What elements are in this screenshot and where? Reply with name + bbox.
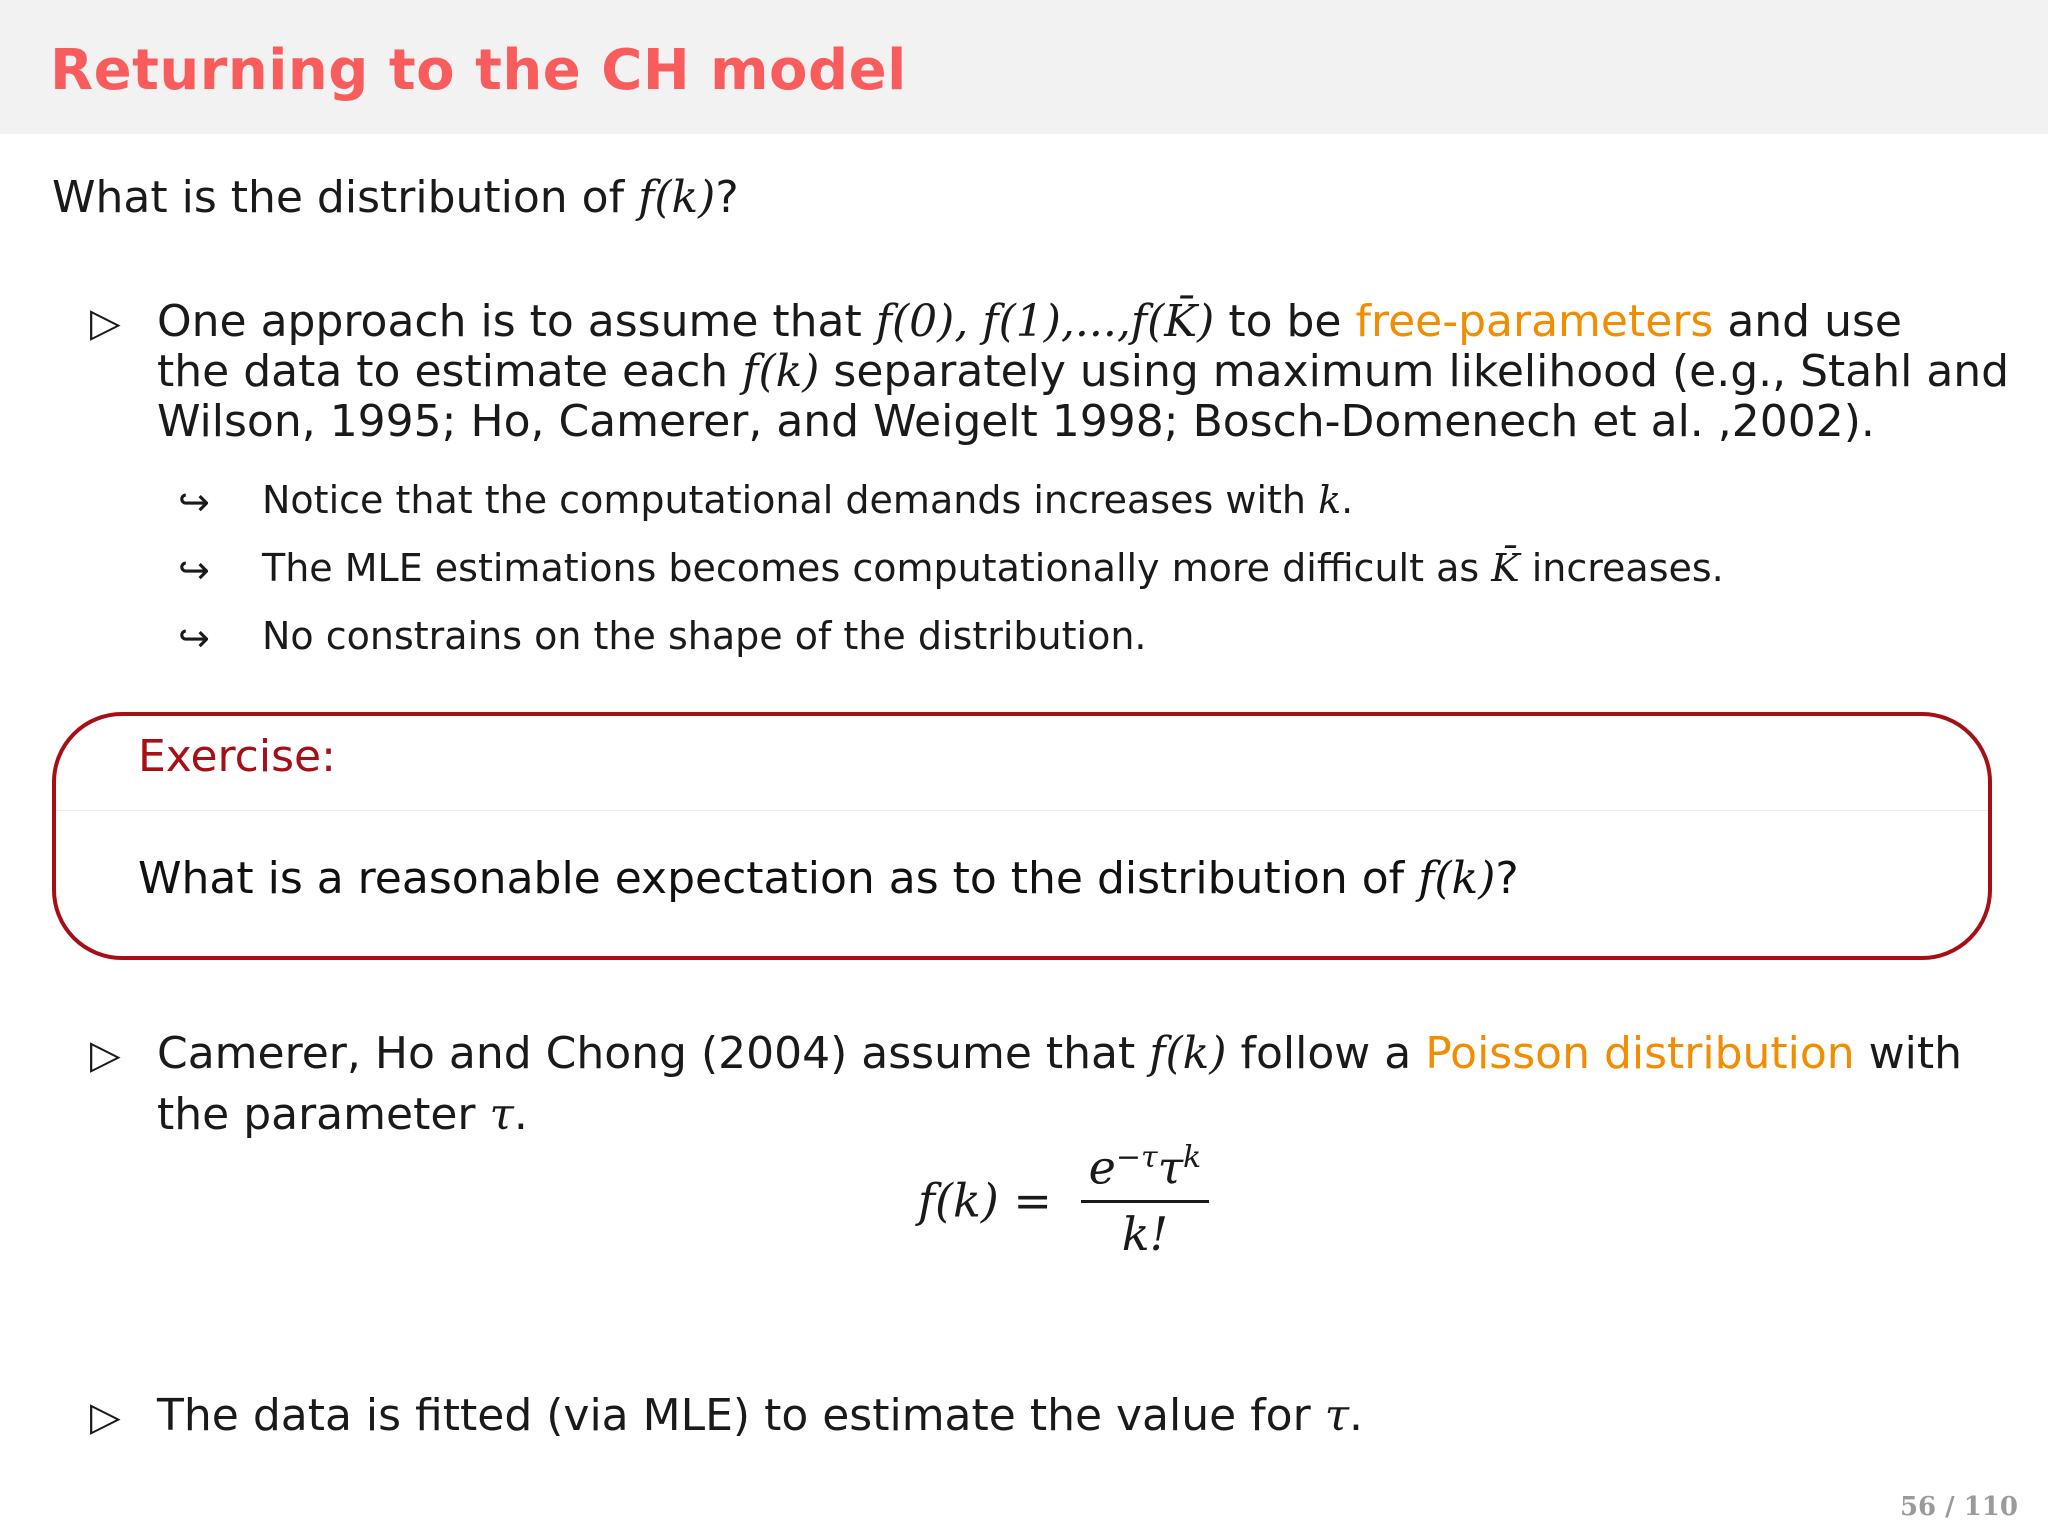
bullet2-line2: the parameter τ. [157, 1089, 528, 1140]
highlight-poisson: Poisson distribution [1425, 1028, 1855, 1079]
sub-bullet-2: The MLE estimations becomes computationally more difficult as K̄ increases. [262, 546, 1724, 590]
slide-title: Returning to the CH model [50, 38, 907, 103]
bullet-triangle-icon: ▷ [90, 300, 121, 346]
intro-question: What is the distribution of f(k)? [52, 172, 739, 223]
formula-fraction: $\frac{e^{-\tau}\tau^k}{k!}$ [1081, 1140, 1210, 1261]
bullet-triangle-icon: ▷ [90, 1394, 121, 1440]
bullet3-line: The data is fitted (via MLE) to estimate the value for τ. [157, 1390, 1364, 1441]
exercise-body: What is a reasonable expectation as to the distribution of f(k)? [138, 853, 1519, 904]
bullet2-line1: Camerer, Ho and Chong (2004) assume that f(k) follow a Poisson distribution with [157, 1028, 1963, 1079]
poisson-formula: f(k) = $\frac{e^{-\tau}\tau^k}{k!}$ [918, 1140, 1209, 1261]
hook-arrow-icon: ↪ [178, 480, 210, 524]
exercise-box [52, 712, 1992, 960]
bullet1-line1: One approach is to assume that f(0), f(1),...,f(K̄) to be free-parameters and use [157, 296, 1902, 347]
bullet1-line2: the data to estimate each f(k) separately using maximum likelihood (e.g., Stahl and [157, 346, 2010, 397]
sub-bullet-3: No constrains on the shape of the distribution. [262, 614, 1147, 658]
hook-arrow-icon: ↪ [178, 616, 210, 660]
exercise-divider [56, 810, 1988, 811]
highlight-free-parameters: free-parameters [1355, 296, 1714, 347]
hook-arrow-icon: ↪ [178, 548, 210, 592]
sub-bullet-1: Notice that the computational demands increases with k. [262, 478, 1354, 522]
page-number: 56 / 110 [1899, 1492, 2018, 1522]
bullet-triangle-icon: ▷ [90, 1032, 121, 1078]
bullet1-line3: Wilson, 1995; Ho, Camerer, and Weigelt 1998; Bosch-Domenech et al. ,2002). [157, 396, 1875, 447]
exercise-title: Exercise: [138, 731, 336, 782]
